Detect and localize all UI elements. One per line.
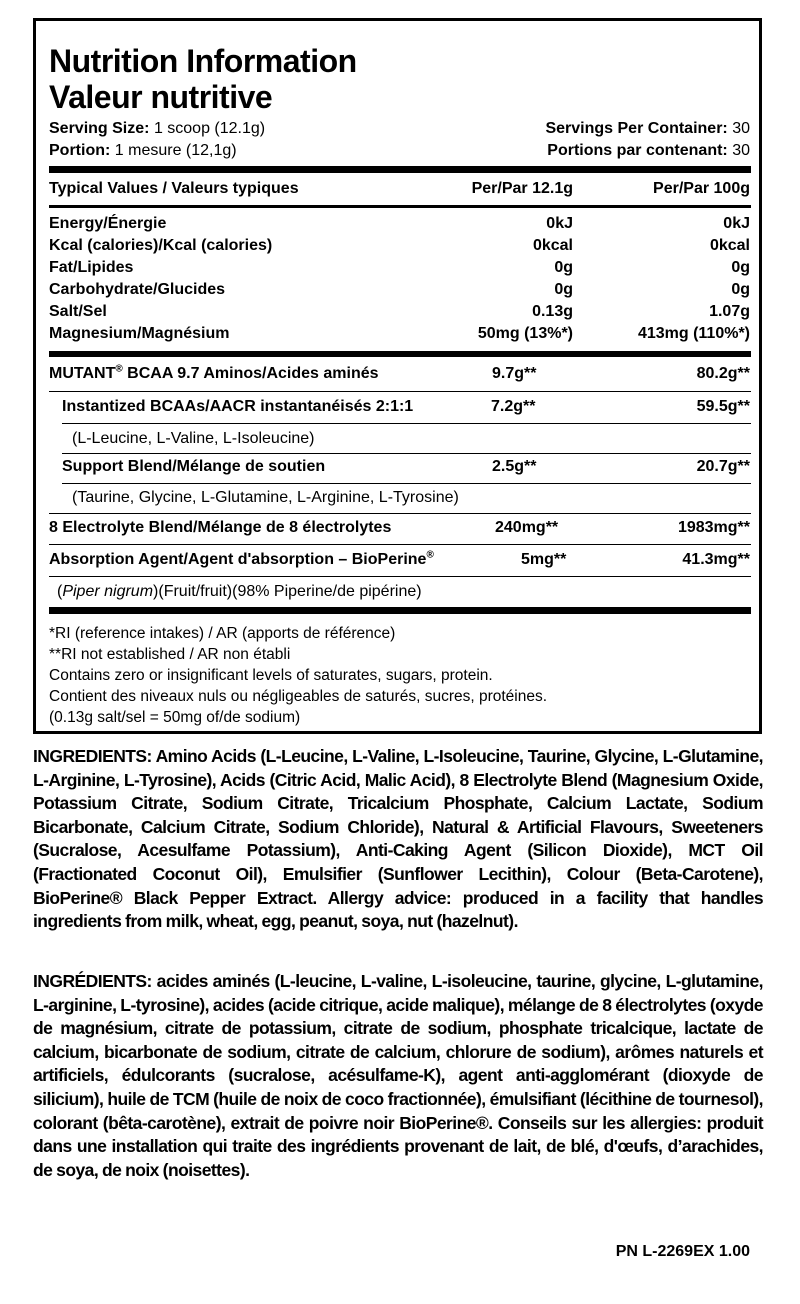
absorption-components: [57, 583, 422, 601]
nutrient-name: Carbohydrate/Glucides: [49, 281, 226, 298]
support-per-100g: 20.7g**: [696, 458, 750, 475]
absorption-name-text: Absorption Agent/Agent d'absorption – BioPerine: [49, 551, 427, 568]
portions-contenant-label: Portions par contenant:: [547, 142, 728, 159]
divider-thin: [49, 576, 751, 577]
serving-size: [49, 120, 265, 138]
bcaa-per-serving: 9.7g**: [492, 365, 537, 382]
nutrient-per-100g: 0g: [731, 281, 750, 298]
header-typical-values: Typical Values / Valeurs typiques: [49, 180, 299, 197]
nutrient-name: Kcal (calories)/Kcal (calories): [49, 237, 273, 254]
bcaa-brand: MUTANT: [49, 365, 116, 382]
divider-thin: [62, 453, 751, 454]
instantized-per-serving: 7.2g**: [491, 398, 536, 415]
support-components: (Taurine, Glycine, L-Glutamine, L-Arginine, L-Tyrosine): [72, 489, 459, 506]
paren-open: (: [57, 583, 63, 600]
divider-medium: [49, 205, 751, 208]
ingredients-french: INGRÉDIENTS: acides aminés (L-leucine, L-valine, L-isoleucine, taurine, glycine, L-glutamine, L-arginine, L-tyrosine), acides (acide citrique, acide malique), mélange de 8 électrolytes (oxyde de magnésium, citrate de potassium, citrate de sodium, phosphate tricalcique, lactate de calcium, bicarbonate de sodium, citrate de calcium, chlorure de sodium), arômes naturels et artificiels, édulcorants (sucralose, acésulfame-K), agent anti-agglomérant (dioxyde de silicium), huile de TCM (huile de noix de coco fractionnée), émulsifiant (lécithine de tournesol), colorant (bêta-carotène), extrait de poivre noir BioPerine®. Conseils sur les allergies: produit dans une installation qui traite des ingrédients provenant de lait, de blé, d'œufs, d’arachides, de soya, de noix (noisettes).: [33, 971, 763, 1180]
header-per-serving: Per/Par 12.1g: [471, 180, 573, 197]
instantized-per-100g: 59.5g**: [696, 398, 750, 415]
serving-size-value: 1 scoop (12.1g): [153, 120, 266, 137]
nutrient-name: Fat/Lipides: [49, 259, 134, 276]
support-blend-name: Support Blend/Mélange de soutien: [62, 458, 326, 475]
nutrient-per-serving: 0g: [554, 259, 573, 276]
footnote: Contient des niveaux nuls ou négligeables de saturés, sucres, protéines.: [49, 688, 548, 705]
servings-container-label: Servings Per Container:: [545, 120, 728, 137]
nutrient-per-100g: 0g: [731, 259, 750, 276]
portion-label: Portion:: [49, 142, 111, 159]
divider-thin: [49, 544, 751, 545]
support-per-serving: 2.5g**: [492, 458, 537, 475]
divider-thin: [49, 391, 751, 392]
footnote: *RI (reference intakes) / AR (apports de référence): [49, 625, 396, 642]
absorption-per-100g: 41.3mg**: [682, 551, 750, 568]
absorption-agent-name: [49, 551, 434, 569]
nutrient-per-serving: 0kcal: [532, 237, 573, 254]
nutrient-per-100g: 413mg (110%*): [637, 325, 750, 342]
electrolyte-per-100g: 1983mg**: [677, 519, 750, 536]
divider-thick: [49, 607, 751, 614]
piper-nigrum-italic: Piper nigrum: [62, 583, 154, 600]
nutrient-per-100g: 0kJ: [723, 215, 750, 232]
divider-thin: [62, 423, 751, 424]
registered-mark: ®: [426, 549, 434, 561]
registered-mark: ®: [115, 363, 123, 375]
portion: [49, 142, 237, 160]
nutrient-per-serving: 0kJ: [546, 215, 573, 232]
instantized-bcaa-name: Instantized BCAAs/AACR instantanéisés 2:1:1: [62, 398, 414, 415]
part-number: PN L-2269EX 1.00: [615, 1243, 750, 1260]
absorption-components-rest: )(Fruit/fruit)(98% Piperine/de pipérine): [153, 583, 422, 600]
bcaa-name-rest: BCAA 9.7 Aminos/Acides aminés: [122, 365, 379, 382]
servings-container-value: 30: [732, 120, 750, 137]
bcaa-blend-name: [49, 365, 379, 383]
nutrient-per-serving: 0g: [554, 281, 573, 298]
divider-thick: [49, 166, 751, 173]
nutrient-per-serving: 50mg (13%*): [477, 325, 573, 342]
electrolyte-per-serving: 240mg**: [495, 519, 559, 536]
portion-value: 1 mesure (12,1g): [114, 142, 237, 159]
header-per-100g: Per/Par 100g: [653, 180, 750, 197]
nutrient-name: Magnesium/Magnésium: [49, 325, 230, 342]
portions-par-contenant: [547, 142, 750, 160]
servings-per-container: [545, 120, 750, 138]
instantized-components: (L-Leucine, L-Valine, L-Isoleucine): [72, 430, 315, 447]
title-fr: Valeur nutritive: [49, 79, 273, 115]
nutrient-per-100g: 1.07g: [709, 303, 750, 320]
footnote: Contains zero or insignificant levels of saturates, sugars, protein.: [49, 667, 493, 684]
nutrient-per-100g: 0kcal: [709, 237, 750, 254]
divider-thick: [49, 351, 751, 357]
footnote: **RI not established / AR non établi: [49, 646, 291, 663]
divider-thin: [62, 483, 751, 484]
ingredients-english: INGREDIENTS: Amino Acids (L-Leucine, L-Valine, L-Isoleucine, Taurine, Glycine, L-Glutamine, L-Arginine, L-Tyrosine), Acids (Citric Acid, Malic Acid), 8 Electrolyte Blend (Magnesium Oxide, Potassium Citrate, Sodium Citrate, Tricalcium Phosphate, Calcium Lactate, Sodium Bicarbonate, Calcium Citrate, Sodium Chloride), Natural & Artificial Flavours, Sweeteners (Sucralose, Acesulfame Potassium), Anti-Caking Agent (Silicon Dioxide), MCT Oil (Fractionated Coconut Oil), Emulsifier (Sunflower Lecithin), Colour (Beta-Carotene), BioPerine® Black Pepper Extract. Allergy advice: produced in a facility that handles ingredients from milk, wheat, egg, peanut, soya, nut (hazelnut).: [33, 746, 763, 932]
nutrient-name: Energy/Énergie: [49, 215, 167, 232]
absorption-per-serving: 5mg**: [521, 551, 567, 568]
divider-thin: [49, 513, 751, 514]
title-en: Nutrition Information: [49, 43, 357, 79]
portions-contenant-value: 30: [732, 142, 750, 159]
nutrient-per-serving: 0.13g: [532, 303, 573, 320]
serving-size-label: Serving Size:: [49, 120, 150, 137]
footnote: (0.13g salt/sel = 50mg of/de sodium): [49, 709, 301, 726]
electrolyte-blend-name: 8 Electrolyte Blend/Mélange de 8 électrolytes: [49, 519, 392, 536]
nutrient-name: Salt/Sel: [49, 303, 107, 320]
bcaa-per-100g: 80.2g**: [696, 365, 750, 382]
